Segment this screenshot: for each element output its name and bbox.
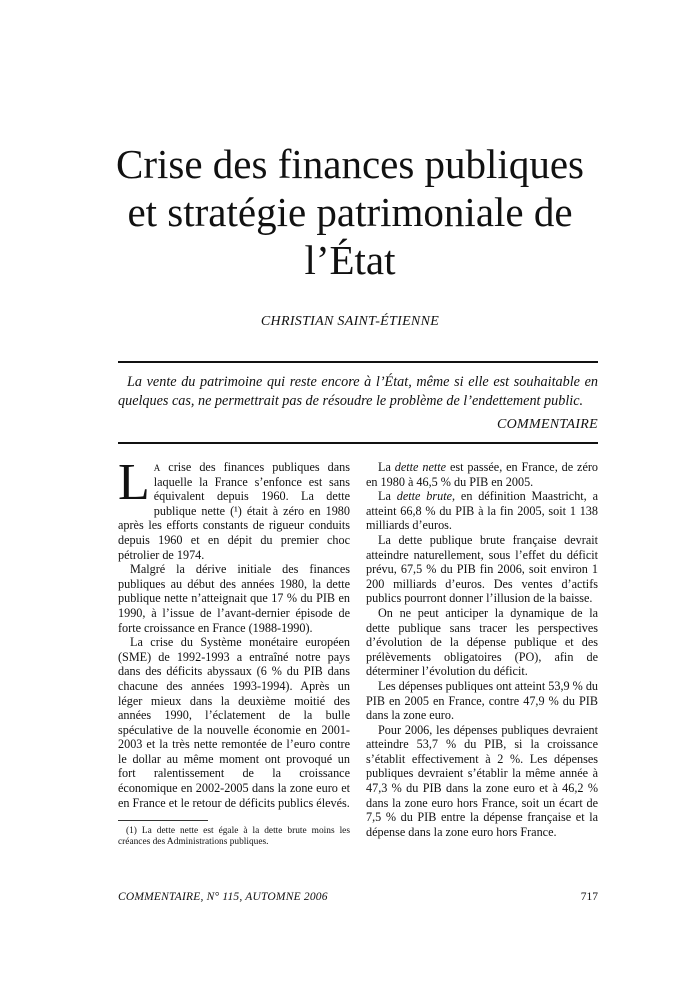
- paragraph: La crise du Système monétaire européen (SME) de 1992-1993 a entraîné notre pays dans des déficits abyssaux (6 % du PIB dans chacune des années 1993-1994). Après un léger mieux dans la deuxième moitié des années 1990, l’éclatement de la bulle spéculative de la nouvelle économie en 2001-2003 et la très nette remontée de l’euro contre le dollar au même moment ont provoqué un fort ralentissement de la croissance économique en 2002-2005 dans la zone euro et en France et le retour de déficits publics élevés.: [118, 635, 350, 810]
- page-number: 717: [580, 891, 598, 903]
- section-tag: COMMENTAIRE: [496, 417, 598, 432]
- paragraph: Pour 2006, les dépenses publiques devraient atteindre 53,7 % du PIB, si la croissance s’établit effectivement à 2 %. Les dépenses publiques devraient s’établir la même année à 47,3 % du PIB dans la zone euro et à 46,2 % dans la zone euro hors France, soit un écart de 7,5 % du PIB entre la dépense française et la dépense dans la zone euro hors France.: [366, 722, 598, 839]
- paragraph: Les dépenses publiques ont atteint 53,9 % du PIB en 2005 en France, contre 47,9 % du PIB dans la zone euro.: [366, 678, 599, 723]
- left-column: [118, 454, 350, 810]
- abstract-top-rule: [118, 361, 598, 363]
- footnote: (1) La dette nette est égale à la dette brute moins les créances des Administrations publiques.: [118, 826, 350, 847]
- abstract: La vente du patrimoine qui reste encore à l’État, même si elle est souhaitable en quelques cas, ne permettrait pas de résoudre le problème de l’endettement public.: [118, 374, 598, 409]
- paragraph: La dette nette est passée, en France, de zéro en 1980 à 46,5 % du PIB en 2005.: [366, 460, 599, 489]
- journal-footer: COMMENTAIRE, N° 115, AUTOMNE 2006: [118, 891, 328, 903]
- paragraph: La dette publique brute française devrait atteindre naturellement, sous l’effet du déficit prévu, 67,5 % du PIB fin 2006, soit environ 1 200 milliards d’euros. Des ventes d’actifs publics pourront donner l’illusion de la baisse.: [366, 532, 598, 606]
- paragraph: On ne peut anticiper la dynamique de la dette publique sans tracer les perspectives d’évolution de la dépense publique et des prélèvements obligatoires (PO), afin de déterminer l’évolution du déficit.: [366, 605, 598, 679]
- right-column: [366, 460, 598, 839]
- author-name: CHRISTIAN SAINT-ÉTIENNE: [260, 314, 440, 329]
- article-title: [60, 140, 640, 284]
- title-line-1: Crise des finances publiques: [116, 141, 584, 187]
- drop-cap: L: [118, 454, 150, 511]
- abstract-bottom-rule: [118, 442, 598, 444]
- title-line-3: l’État: [304, 237, 396, 283]
- paragraph: Malgré la dérive initiale des finances publiques au début des années 1980, la dette publique nette n’atteignait que 17 % du PIB en 1990, à l’issue de l’avant-dernier épisode de forte croissance en France (1988-1990).: [118, 562, 350, 635]
- paragraph: La crise des finances publiques dans laquelle la France s’enfonce est sans équivalent depuis 1960. La dette publique nette (¹) était à zéro en 1980 après les efforts constants de rigueur conduits depuis 1960 et en dépit du premier choc pétrolier de 1974.: [118, 454, 350, 562]
- footnote-rule: [118, 820, 208, 821]
- paragraph: La dette brute, en définition Maastricht, a atteint 66,8 % du PIB à la fin 2005, soit 1 138 milliards d’euros.: [366, 489, 598, 533]
- title-line-2: et stratégie patrimoniale de: [127, 189, 573, 235]
